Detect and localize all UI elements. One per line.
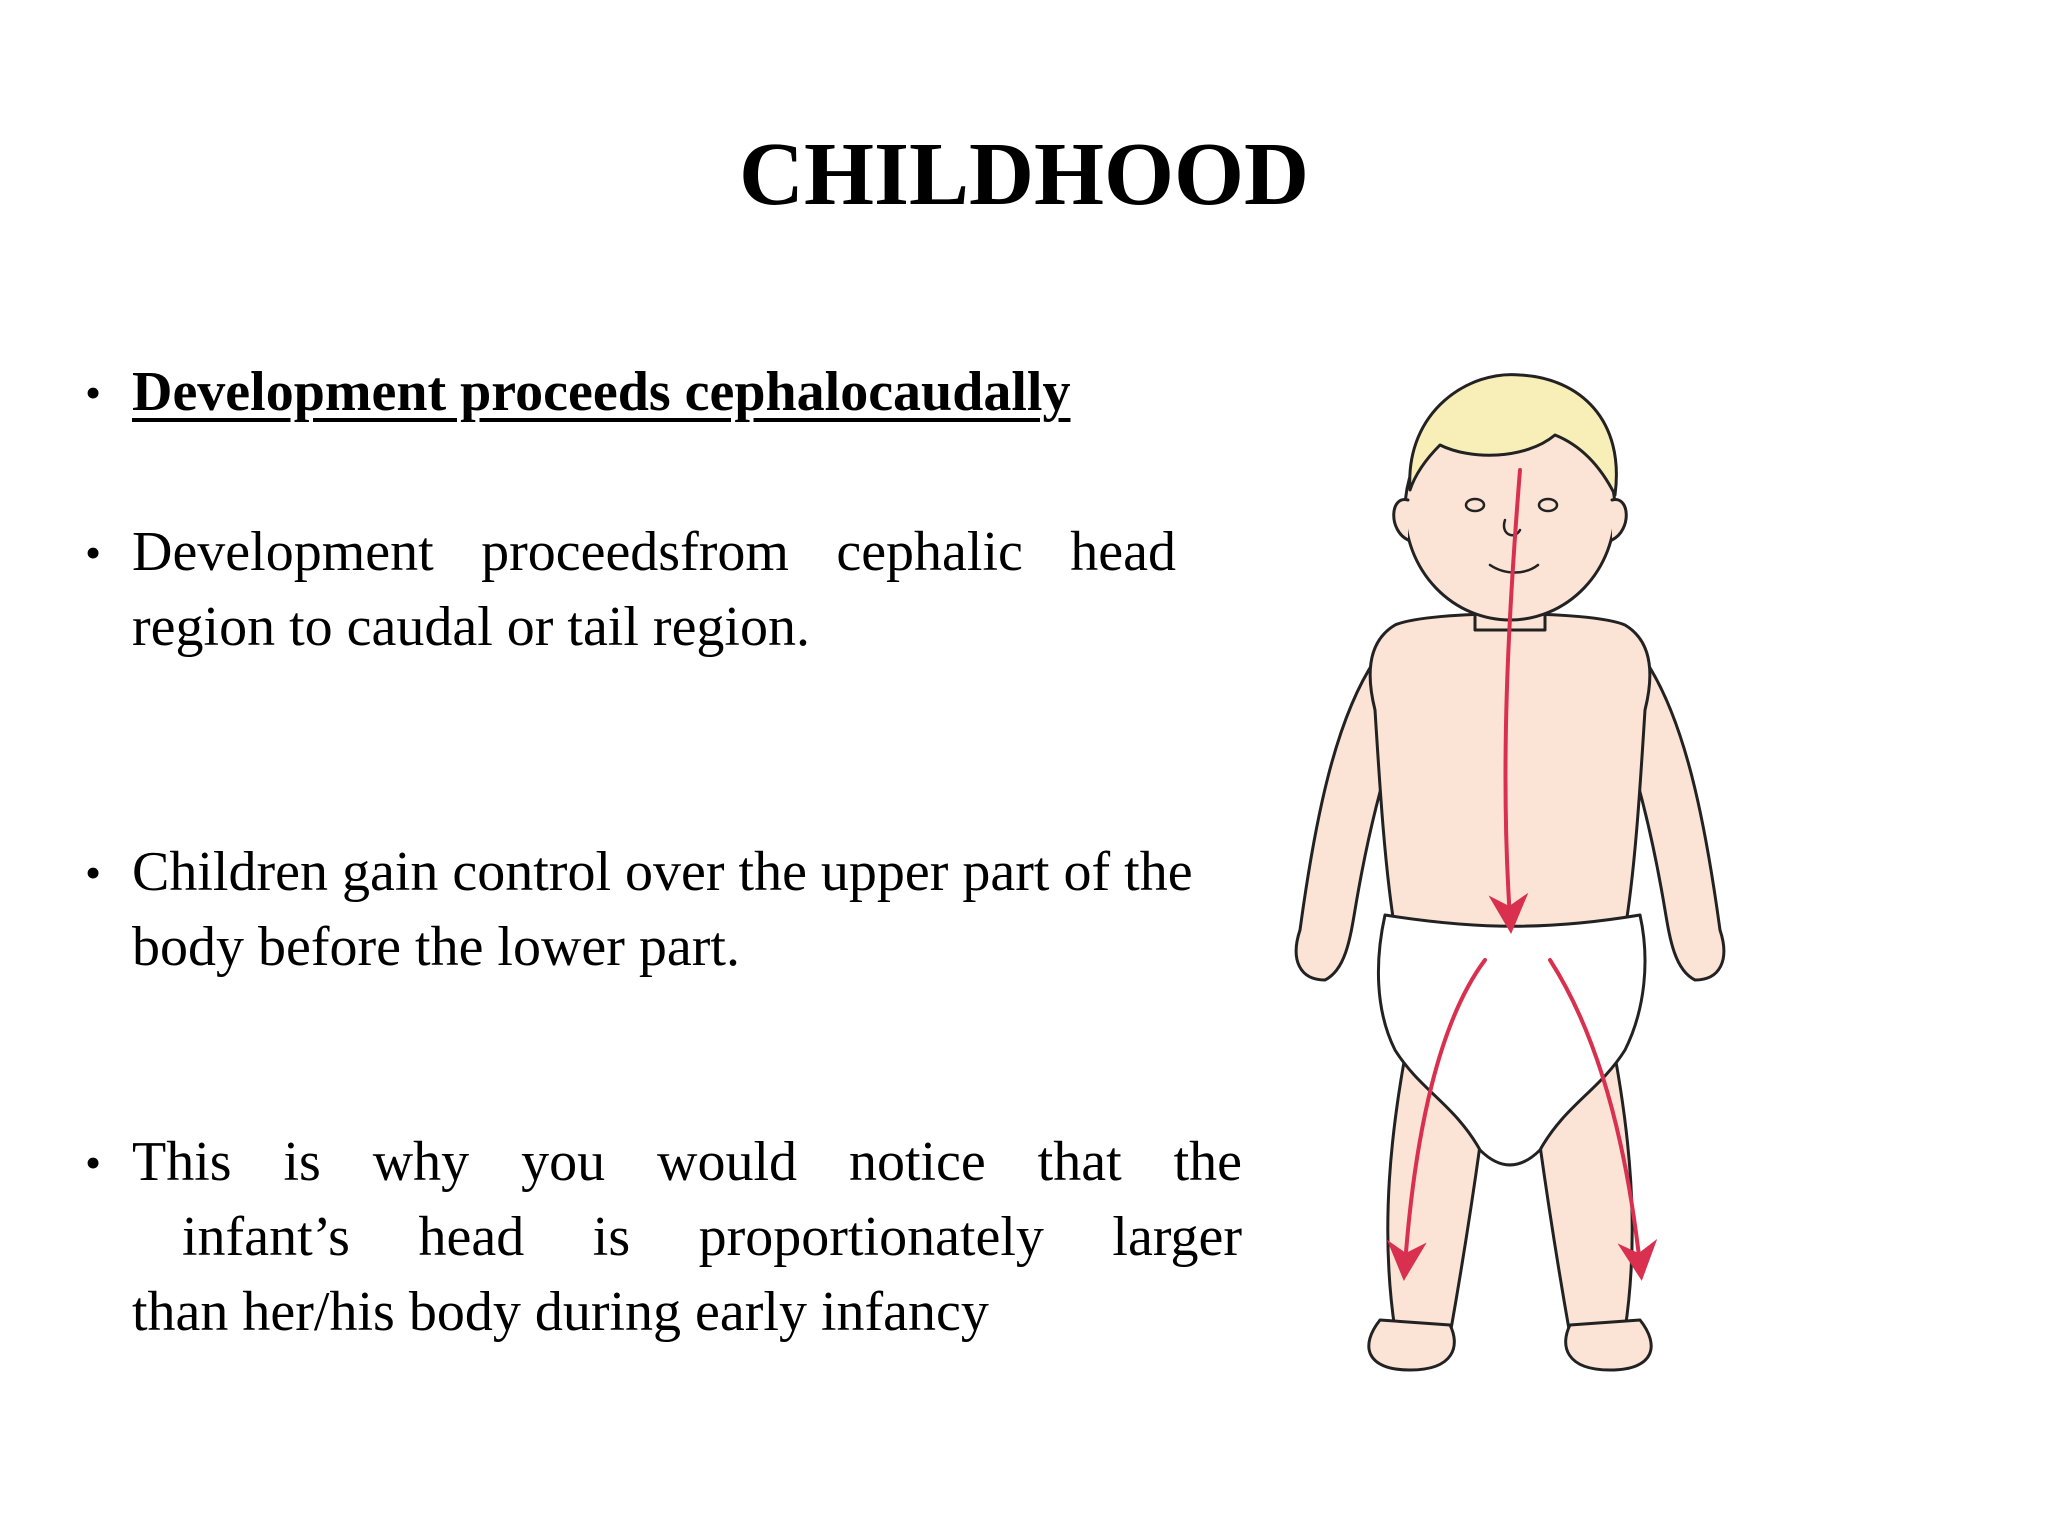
slide-title: CHILDHOOD (738, 125, 1310, 224)
bullet-text (132, 1125, 1242, 1350)
bullet-dot-icon: • (85, 367, 102, 418)
bullet-line: This is why you would notice that the (132, 1131, 1242, 1193)
bullet-dot-icon: • (85, 847, 102, 898)
bullet-text: Development proceeds cephalocaudally (132, 361, 1071, 423)
infant-standing-illustration-icon (1280, 370, 1740, 1380)
bullet-dot-icon: • (85, 1137, 102, 1188)
bullet-text: Children gain control over the upper part of the body before the lower part. (132, 841, 1193, 978)
bullet-text: Development proceedsfrom cephalic head region to caudal or tail region. (132, 521, 1176, 658)
bullet-line: infant’s head is proportionately larger (182, 1206, 1242, 1268)
bullet-line: than her/his body during early infancy (132, 1281, 989, 1343)
infant-illustration (1280, 370, 1740, 1380)
bullet-dot-icon: • (85, 527, 102, 578)
